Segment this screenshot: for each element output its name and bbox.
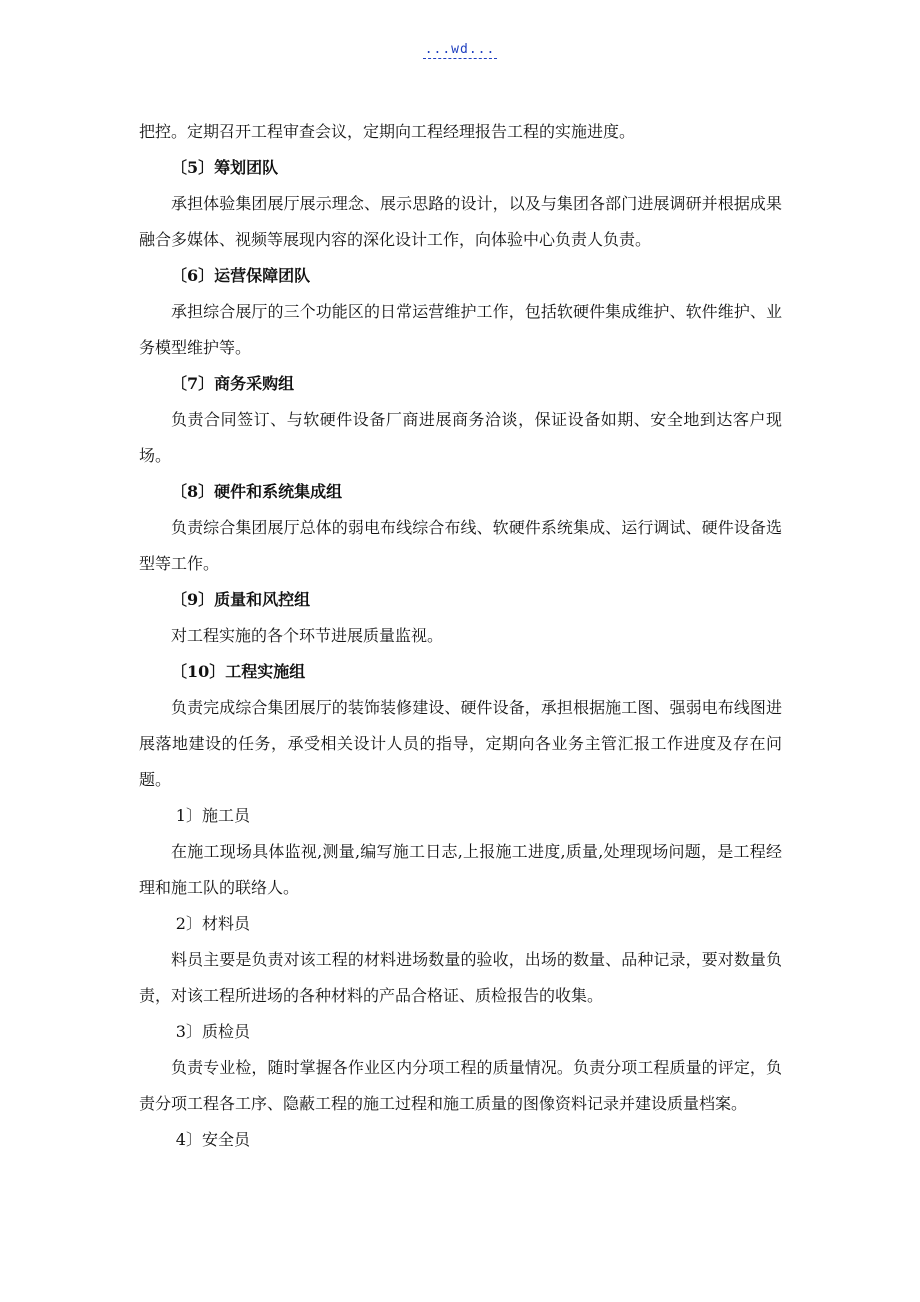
paragraph: 在施工现场具体监视,测量,编写施工日志,上报施工进度,质量,处理现场问题，是工程经理和施工队的联络人。 <box>139 842 782 897</box>
section-heading: 〔10〕工程实施组 <box>171 662 306 681</box>
paragraph: 负责完成综合集团展厅的装饰装修建设、硬件设备，承担根据施工图、强弱电布线图进展落地建设的任务，承受相关设计人员的指导，定期向各业务主管汇报工作进度及存在问题。 <box>139 698 782 789</box>
paragraph: 负责合同签订、与软硬件设备厂商进展商务洽谈，保证设备如期、安全地到达客户现场。 <box>139 410 782 465</box>
subsection-heading: 4〕安全员 <box>175 1130 250 1149</box>
paragraph: 把控。定期召开工程审查会议，定期向工程经理报告工程的实施进度。 <box>139 122 636 141</box>
paragraph: 对工程实施的各个环节进展质量监视。 <box>171 626 444 645</box>
section-heading: 〔5〕筹划团队 <box>171 158 279 177</box>
subsection-heading: 3〕质检员 <box>175 1022 250 1041</box>
section-heading: 〔7〕商务采购组 <box>171 374 295 393</box>
paragraph: 承担综合展厅的三个功能区的日常运营维护工作，包括软硬件集成维护、软件维护、业务模型维护等。 <box>139 302 782 357</box>
paragraph: 料员主要是负责对该工程的材料进场数量的验收，出场的数量、品种记录，要对数量负责，对该工程所进场的各种材料的产品合格证、质检报告的收集。 <box>139 950 782 1005</box>
section-heading: 〔8〕硬件和系统集成组 <box>171 482 343 501</box>
header-mark <box>0 42 920 57</box>
paragraph: 负责专业检，随时掌握各作业区内分项工程的质量情况。负责分项工程质量的评定，负责分项工程各工序、隐蔽工程的施工过程和施工质量的图像资料记录并建设质量档案。 <box>139 1058 782 1113</box>
section-heading: 〔6〕运营保障团队 <box>171 266 311 285</box>
paragraph: 承担体验集团展厅展示理念、展示思路的设计，以及与集团各部门进展调研并根据成果融合多媒体、视频等展现内容的深化设计工作，向体验中心负责人负责。 <box>139 194 782 249</box>
subsection-heading: 2〕材料员 <box>175 914 250 933</box>
subsection-heading: 1〕施工员 <box>175 806 250 825</box>
paragraph: 负责综合集团展厅总体的弱电布线综合布线、软硬件系统集成、运行调试、硬件设备选型等工作。 <box>139 518 782 573</box>
header-mark-text: ...wd... <box>424 42 496 57</box>
document-body <box>139 114 782 1158</box>
section-heading: 〔9〕质量和风控组 <box>171 590 311 609</box>
